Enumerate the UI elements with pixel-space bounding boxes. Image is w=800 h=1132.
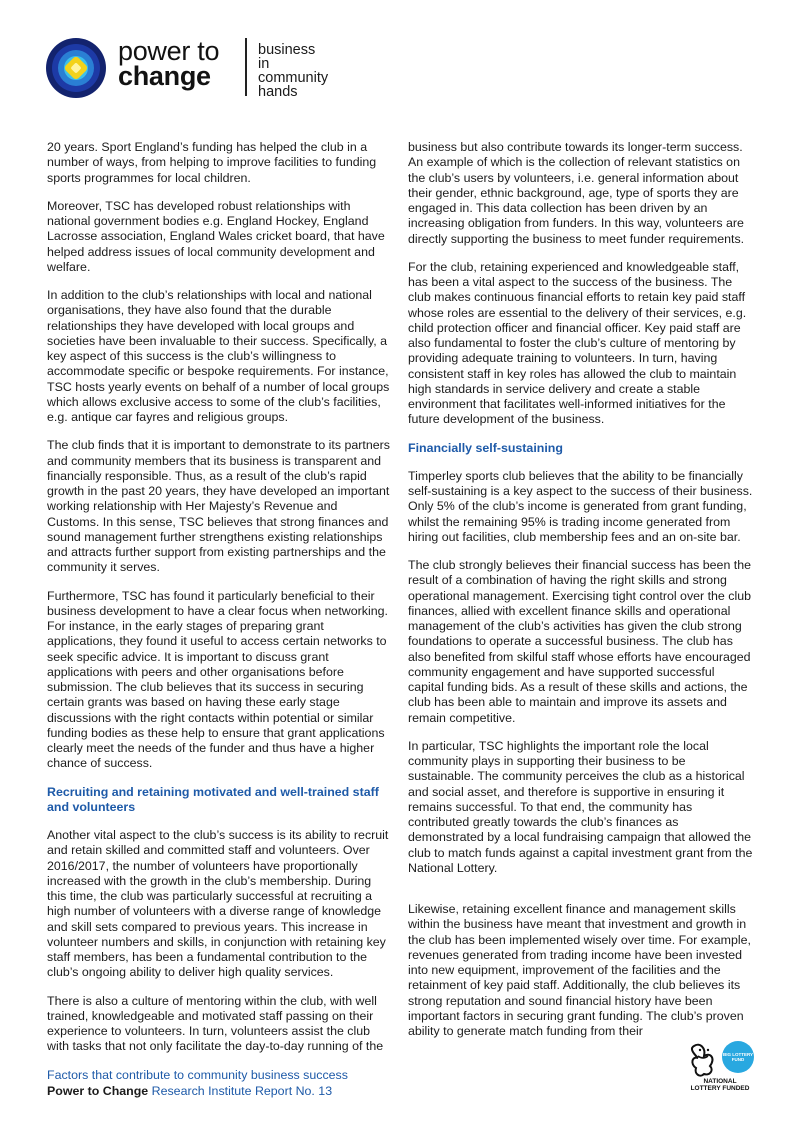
- power-to-change-logo-icon: [46, 38, 106, 98]
- body-paragraph: In particular, TSC highlights the important role the local community plays in supporting their business to be sustainable. The community perceives the club as a historical and social asset, and therefore is supportive in ensuring it remains successful. To that end, the community has contributed greatly towards the club’s finances as demonstrated by a local fundraising campaign that allowed the club to match funds against a capital investment grant from the National Lottery.: [408, 738, 753, 875]
- big-lottery-fund-badge: [722, 1041, 754, 1073]
- header-divider: [245, 38, 247, 96]
- footer-report-title: Factors that contribute to community business success: [47, 1068, 348, 1082]
- national-lottery-line-2: LOTTERY FUNDED: [690, 1085, 750, 1092]
- section-heading: Recruiting and retaining motivated and well-trained staff and volunteers: [47, 784, 379, 814]
- body-paragraph: In addition to the club’s relationships with local and national organisations, they have also found that the durable relationships they have developed with local groups and societies have been invaluable to their success. Specifically, a key aspect of this success is the club’s willingness to accommodate specific or bespoke requirements. For instance, TSC hosts yearly events on behalf of a number of local groups which allows exclusive access to some of the club’s facilities, e.g. antique car fayres and religious groups.: [47, 288, 390, 424]
- right-column: [408, 140, 753, 1052]
- body-paragraph: There is also a culture of mentoring within the club, with well trained, knowledgeable and motivated staff passing on their experience to volunteers. In turn, volunteers assist the club with tasks that not only facilitate the day-to-day running of the: [47, 993, 384, 1054]
- national-lottery-funded-label: [680, 1078, 760, 1092]
- big-lottery-fund-text: BIG LOTTERY FUND: [722, 1052, 754, 1062]
- national-lottery-line-1: NATIONAL: [703, 1078, 737, 1085]
- footer-report-number: Research Institute Report No. 13: [148, 1084, 333, 1098]
- body-paragraph: Another vital aspect to the club’s success is its ability to recruit and retain skilled and committed staff and volunteers. Over 2016/2017, the number of volunteers have proportionally increased with the growth in the club’s membership. During this time, the club was particularly successful at recruiting a high number of volunteers with a diverse range of knowledge and skill sets compared to previous years. This increase in volunteer numbers and skills, in conjunction with retaining key staff members, has been a fundamental contribution to the club’s ongoing ability to deliver high quality services.: [47, 828, 389, 980]
- tagline: [258, 43, 328, 99]
- body-paragraph: Furthermore, TSC has found it particularly beneficial to their business development to have a clear focus when networking. For instance, in the early stages of preparing grant applications, they found it useful to access certain networks to seek specific advice. It is important to discuss grant applications with peers and other organisations before submission. The club believes that its success in securing certain grants was based on having these early stage discussions with the right contacts within potential or similar funding bodies as these help to ensure that grant applications clearly meet the needs of the funder and thus have a higher chance of success.: [47, 588, 388, 771]
- body-paragraph: business but also contribute towards its longer-term success. An example of which is the collection of relevant statistics on the club’s users by volunteers, i.e. general information about their gender, ethnic background, age, type of sports they are engaged in. This data collection has been driven by an increasing obligation from funders. In this way, volunteers are directly supporting the business to meet funder requirements.: [408, 140, 745, 246]
- section-heading: Financially self-sustaining: [408, 440, 563, 455]
- body-paragraph: Likewise, retaining excellent finance and management skills within the business have meant that investment and growth in the club has been implemented wisely over time. For example, revenues generated from trading income have been invested into new equipment, improvement of the facilities and the retainment of key paid staff. Additionally, the club believes its strong reputation and sound financial history have been important factors in securing grant funding. The club’s proven ability to generate match funding from their: [408, 902, 751, 1038]
- brand-line-1: power to: [118, 36, 220, 66]
- left-column: [47, 140, 392, 1068]
- brand-name: [118, 36, 220, 91]
- body-paragraph: For the club, retaining experienced and knowledgeable staff, has been a vital aspect to the success of the business. The club makes continuous financial efforts to retain key paid staff whose roles are essential to the delivery of their services, e.g. child protection officer and financial officer. Key paid staff are also fundamental to foster the club’s culture of mentoring by providing adequate training to volunteers. In turn, having consistent staff in key roles has allowed the club to maintain high standards in service delivery and create a stable environment that facilitates well-informed initiatives for the future development of the business.: [408, 259, 747, 427]
- body-paragraph: The club strongly believes their financial success has been the result of a combination of having the right skills and strong operational management. Exercising tight control over the club finances, allied with excellent finance skills and operational management of the club’s activities has given the club strong foundations to operate a successful business. The club has also benefited from skilful staff whose efforts have encouraged community engagement and have supported successful capital funding bids. As a result of these skills and actions, the club has been able to maintain and improve its assets and remain competitive.: [408, 558, 751, 725]
- tagline-line-1: business in: [258, 42, 316, 72]
- tagline-line-3: hands: [258, 84, 298, 100]
- footer-brand: Power to Change: [47, 1084, 149, 1098]
- body-paragraph: Timperley sports club believes that the ability to be financially self-sustaining is a key aspect to the success of their business. Only 5% of the club’s income is generated from grant funding, whilst the remaining 95% is trading income generated from hiring out facilities, club membership fees and an on-site bar.: [408, 468, 753, 544]
- tagline-line-2: community: [258, 70, 329, 86]
- body-paragraph: 20 years. Sport England’s funding has helped the club in a number of ways, from helping to improve facilities to funding sports programmes for local children.: [47, 140, 377, 185]
- body-paragraph: The club finds that it is important to demonstrate to its partners and community members that its business is transparent and financially responsible. Thus, as a result of the club’s rapid growth in the past 20 years, they have developed an important working relationship with Her Majesty’s Revenue and Customs. In this sense, TSC believes that strong finances and sound management further strengthens existing relationships and attracts further support from existing partnerships and the community it serves.: [47, 438, 390, 575]
- body-paragraph: Moreover, TSC has developed robust relationships with national government bodies e.g. England Hockey, England Lacrosse association, England Wales cricket board, that have helped address issues of local community development and welfare.: [47, 198, 385, 274]
- page-footer: [47, 1067, 348, 1099]
- paragraph-gap: [408, 889, 753, 902]
- brand-line-2: change: [118, 61, 211, 91]
